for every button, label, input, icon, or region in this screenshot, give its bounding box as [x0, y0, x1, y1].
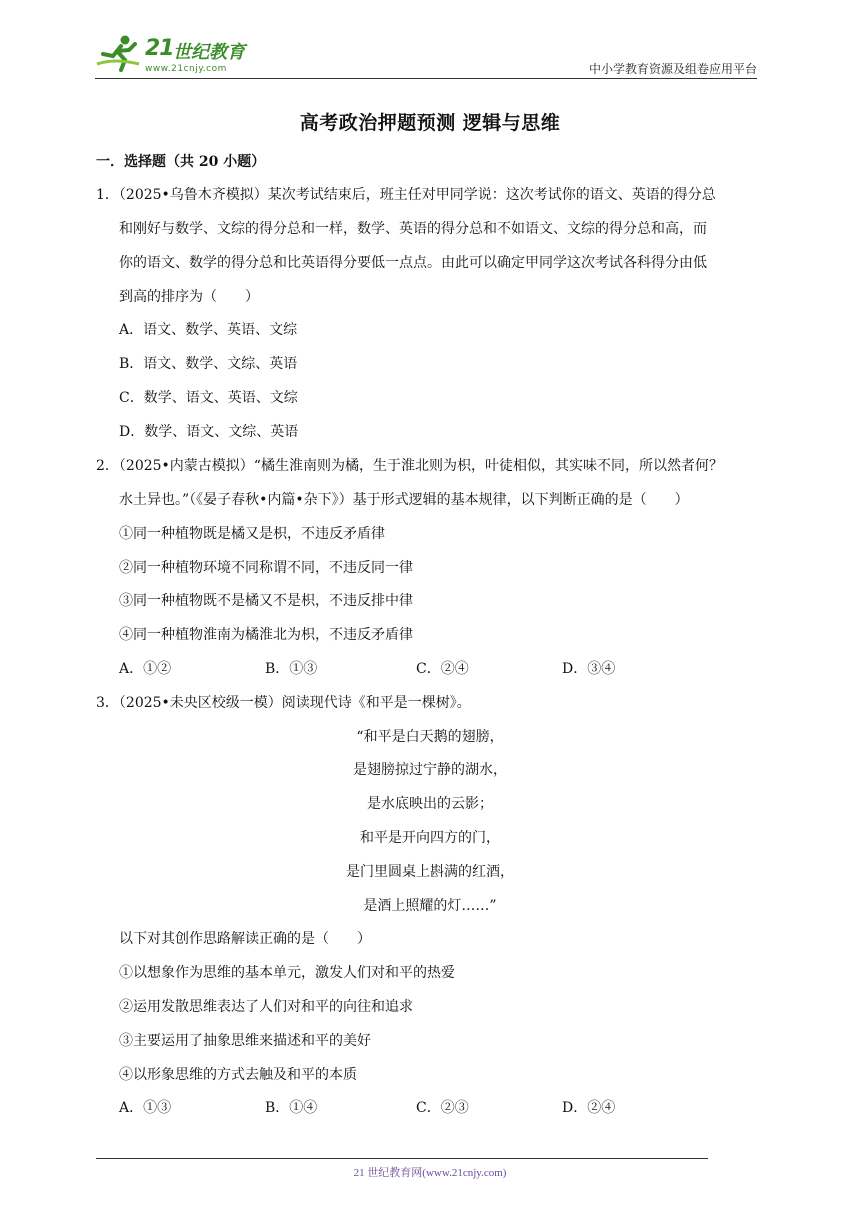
header-divider: [95, 78, 757, 79]
question-3-option-a[interactable]: A．①③: [119, 1100, 172, 1116]
question-1-option-a[interactable]: A．语文、数学、英语、文综: [119, 322, 298, 338]
question-3-option-d[interactable]: D．②④: [562, 1100, 616, 1116]
poem-line: “和平是白天鹅的翅膀，: [356, 729, 504, 745]
poem-line: 是门里圆桌上斟满的红酒，: [346, 864, 514, 880]
question-2-option-d[interactable]: D．③④: [562, 661, 616, 677]
question-2-statement: ①同一种植物既是橘又是枳，不违反矛盾律: [119, 526, 385, 542]
question-2-statement: ③同一种植物既不是橘又不是枳，不违反排中律: [119, 593, 413, 609]
question-2-option-c[interactable]: C．②④: [416, 661, 469, 677]
question-3-option-c[interactable]: C．②③: [416, 1100, 469, 1116]
question-1-option-b[interactable]: B．语文、数学、文综、英语: [119, 356, 298, 372]
logo-url: www.21cnjy.com: [145, 64, 227, 74]
platform-label: 中小学教育资源及组卷应用平台: [588, 62, 757, 76]
question-2-statement: ②同一种植物环境不同称谓不同，不违反同一律: [119, 560, 413, 576]
question-2-statement: ④同一种植物淮南为橘淮北为枳，不违反矛盾律: [119, 627, 413, 643]
question-2-line: 水土异也。”（《晏子春秋•内篇•杂下》）基于形式逻辑的基本规律，以下判断正确的是（ ）: [119, 492, 689, 508]
question-3-statement: ①以想象作为思维的基本单元，激发人们对和平的热爱: [119, 965, 455, 981]
question-1-line: 1．（2025•乌鲁木齐模拟）某次考试结束后，班主任对甲同学说：这次考试你的语文、英语的得分总: [96, 187, 716, 203]
question-2-option-b[interactable]: B．①③: [265, 661, 318, 677]
question-3-statement: ③主要运用了抽象思维来描述和平的美好: [119, 1033, 371, 1049]
logo-number: 21: [145, 36, 174, 61]
site-logo[interactable]: [95, 34, 265, 74]
logo-text: 世纪教育: [173, 42, 245, 63]
question-1-line: 到高的排序为（ ）: [119, 289, 259, 305]
question-3-option-b[interactable]: B．①④: [265, 1100, 318, 1116]
question-3-statement: ②运用发散思维表达了人们对和平的向往和追求: [119, 999, 413, 1015]
runner-icon: [95, 34, 143, 74]
page-header: [95, 28, 757, 80]
footer-link[interactable]: 21 世纪教育网(www.21cnjy.com): [353, 1167, 507, 1179]
question-3-stem: 3．（2025•未央区校级一模）阅读现代诗《和平是一棵树》。: [96, 695, 471, 711]
question-3-statement: ④以形象思维的方式去触及和平的本质: [119, 1067, 357, 1083]
question-2-option-a[interactable]: A．①②: [119, 661, 172, 677]
question-1-line: 和刚好与数学、文综的得分总和一样，数学、英语的得分总和不如语文、文综的得分总和高，而: [119, 221, 707, 237]
question-3-prompt: 以下对其创作思路解读正确的是（ ）: [119, 931, 371, 947]
question-2-line: 2．（2025•内蒙古模拟）“橘生淮南则为橘，生于淮北则为枳，叶徒相似，其实味不同，所以然者何？: [96, 458, 723, 474]
poem-line: 是酒上照耀的灯……”: [363, 898, 497, 914]
question-1-option-d[interactable]: D．数学、语文、文综、英语: [119, 424, 299, 440]
poem-line: 是水底映出的云影；: [367, 796, 493, 812]
poem-line: 和平是开向四方的门，: [360, 830, 500, 846]
page-title: 高考政治押题预测 逻辑与思维: [299, 112, 561, 134]
question-1-line: 你的语文、数学的得分总和比英语得分要低一点点。由此可以确定甲同学这次考试各科得分由低: [119, 255, 707, 271]
section-heading: 一．选择题（共 20 小题）: [96, 154, 266, 170]
poem-line: 是翅膀掠过宁静的湖水，: [353, 762, 507, 778]
footer-divider: [96, 1158, 708, 1159]
question-1-option-c[interactable]: C．数学、语文、英语、文综: [119, 390, 298, 406]
